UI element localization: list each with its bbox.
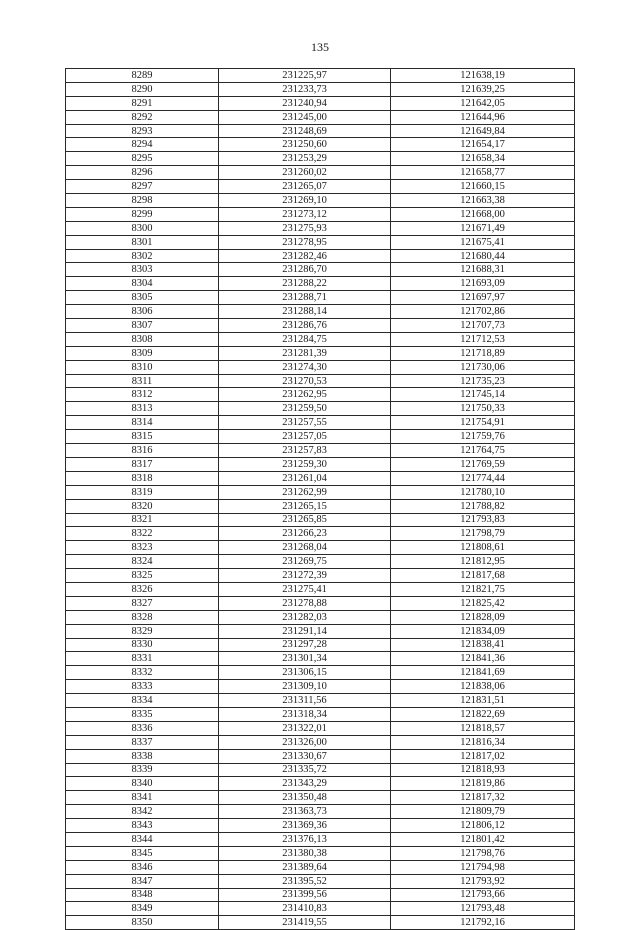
coordinates-table-body — [66, 69, 575, 930]
x-coordinate-cell: 231343,29 — [219, 777, 391, 791]
point-number-cell: 8322 — [66, 527, 219, 541]
point-number-cell: 8318 — [66, 471, 219, 485]
point-number-cell: 8295 — [66, 152, 219, 166]
y-coordinate-cell: 121812,95 — [391, 555, 575, 569]
table-row — [66, 846, 575, 860]
x-coordinate-cell: 231301,34 — [219, 652, 391, 666]
y-coordinate-cell: 121817,68 — [391, 569, 575, 583]
point-number-cell: 8343 — [66, 819, 219, 833]
y-coordinate-cell: 121688,31 — [391, 263, 575, 277]
point-number-cell: 8337 — [66, 735, 219, 749]
x-coordinate-cell: 231410,83 — [219, 902, 391, 916]
table-row — [66, 305, 575, 319]
y-coordinate-cell: 121825,42 — [391, 596, 575, 610]
point-number-cell: 8299 — [66, 207, 219, 221]
x-coordinate-cell: 231265,15 — [219, 499, 391, 513]
y-coordinate-cell: 121801,42 — [391, 832, 575, 846]
point-number-cell: 8297 — [66, 180, 219, 194]
y-coordinate-cell: 121649,84 — [391, 124, 575, 138]
point-number-cell: 8338 — [66, 749, 219, 763]
table-row — [66, 360, 575, 374]
y-coordinate-cell: 121794,98 — [391, 860, 575, 874]
table-row — [66, 527, 575, 541]
y-coordinate-cell: 121769,59 — [391, 457, 575, 471]
point-number-cell: 8334 — [66, 694, 219, 708]
point-number-cell: 8305 — [66, 291, 219, 305]
point-number-cell: 8320 — [66, 499, 219, 513]
y-coordinate-cell: 121754,91 — [391, 416, 575, 430]
x-coordinate-cell: 231270,53 — [219, 374, 391, 388]
y-coordinate-cell: 121841,69 — [391, 666, 575, 680]
x-coordinate-cell: 231259,50 — [219, 402, 391, 416]
table-row — [66, 735, 575, 749]
table-row — [66, 82, 575, 96]
y-coordinate-cell: 121718,89 — [391, 346, 575, 360]
point-number-cell: 8310 — [66, 360, 219, 374]
table-row — [66, 138, 575, 152]
table-row — [66, 749, 575, 763]
x-coordinate-cell: 231284,75 — [219, 332, 391, 346]
table-row — [66, 319, 575, 333]
point-number-cell: 8314 — [66, 416, 219, 430]
table-row — [66, 819, 575, 833]
table-row — [66, 444, 575, 458]
table-row — [66, 569, 575, 583]
x-coordinate-cell: 231399,56 — [219, 888, 391, 902]
x-coordinate-cell: 231257,55 — [219, 416, 391, 430]
y-coordinate-cell: 121831,51 — [391, 694, 575, 708]
y-coordinate-cell: 121642,05 — [391, 96, 575, 110]
table-row — [66, 763, 575, 777]
table-row — [66, 374, 575, 388]
table-row — [66, 666, 575, 680]
x-coordinate-cell: 231240,94 — [219, 96, 391, 110]
table-row — [66, 874, 575, 888]
point-number-cell: 8347 — [66, 874, 219, 888]
x-coordinate-cell: 231225,97 — [219, 69, 391, 83]
y-coordinate-cell: 121707,73 — [391, 319, 575, 333]
x-coordinate-cell: 231322,01 — [219, 721, 391, 735]
point-number-cell: 8298 — [66, 194, 219, 208]
y-coordinate-cell: 121702,86 — [391, 305, 575, 319]
x-coordinate-cell: 231278,95 — [219, 235, 391, 249]
x-coordinate-cell: 231265,85 — [219, 513, 391, 527]
point-number-cell: 8307 — [66, 319, 219, 333]
table-row — [66, 277, 575, 291]
table-row — [66, 624, 575, 638]
table-row — [66, 541, 575, 555]
table-row — [66, 249, 575, 263]
point-number-cell: 8321 — [66, 513, 219, 527]
point-number-cell: 8344 — [66, 832, 219, 846]
table-row — [66, 263, 575, 277]
x-coordinate-cell: 231311,56 — [219, 694, 391, 708]
point-number-cell: 8328 — [66, 610, 219, 624]
y-coordinate-cell: 121774,44 — [391, 471, 575, 485]
point-number-cell: 8348 — [66, 888, 219, 902]
x-coordinate-cell: 231286,70 — [219, 263, 391, 277]
x-coordinate-cell: 231262,99 — [219, 485, 391, 499]
y-coordinate-cell: 121817,32 — [391, 791, 575, 805]
y-coordinate-cell: 121838,06 — [391, 680, 575, 694]
table-row — [66, 888, 575, 902]
y-coordinate-cell: 121793,83 — [391, 513, 575, 527]
table-row — [66, 805, 575, 819]
x-coordinate-cell: 231259,30 — [219, 457, 391, 471]
x-coordinate-cell: 231376,13 — [219, 832, 391, 846]
table-row — [66, 402, 575, 416]
table-row — [66, 860, 575, 874]
coordinates-table — [65, 68, 575, 930]
point-number-cell: 8301 — [66, 235, 219, 249]
point-number-cell: 8345 — [66, 846, 219, 860]
y-coordinate-cell: 121680,44 — [391, 249, 575, 263]
x-coordinate-cell: 231262,95 — [219, 388, 391, 402]
point-number-cell: 8315 — [66, 430, 219, 444]
point-number-cell: 8293 — [66, 124, 219, 138]
table-row — [66, 180, 575, 194]
point-number-cell: 8324 — [66, 555, 219, 569]
x-coordinate-cell: 231261,04 — [219, 471, 391, 485]
x-coordinate-cell: 231248,69 — [219, 124, 391, 138]
table-row — [66, 485, 575, 499]
x-coordinate-cell: 231245,00 — [219, 110, 391, 124]
y-coordinate-cell: 121819,86 — [391, 777, 575, 791]
point-number-cell: 8300 — [66, 221, 219, 235]
y-coordinate-cell: 121798,79 — [391, 527, 575, 541]
x-coordinate-cell: 231380,38 — [219, 846, 391, 860]
y-coordinate-cell: 121793,66 — [391, 888, 575, 902]
point-number-cell: 8333 — [66, 680, 219, 694]
y-coordinate-cell: 121693,09 — [391, 277, 575, 291]
y-coordinate-cell: 121654,17 — [391, 138, 575, 152]
x-coordinate-cell: 231257,05 — [219, 430, 391, 444]
point-number-cell: 8327 — [66, 596, 219, 610]
table-row — [66, 291, 575, 305]
point-number-cell: 8292 — [66, 110, 219, 124]
y-coordinate-cell: 121745,14 — [391, 388, 575, 402]
y-coordinate-cell: 121759,76 — [391, 430, 575, 444]
point-number-cell: 8330 — [66, 638, 219, 652]
x-coordinate-cell: 231275,93 — [219, 221, 391, 235]
table-row — [66, 638, 575, 652]
y-coordinate-cell: 121793,92 — [391, 874, 575, 888]
table-row — [66, 596, 575, 610]
table-row — [66, 832, 575, 846]
table-row — [66, 707, 575, 721]
x-coordinate-cell: 231269,75 — [219, 555, 391, 569]
y-coordinate-cell: 121822,69 — [391, 707, 575, 721]
y-coordinate-cell: 121735,23 — [391, 374, 575, 388]
point-number-cell: 8304 — [66, 277, 219, 291]
y-coordinate-cell: 121817,02 — [391, 749, 575, 763]
table-row — [66, 791, 575, 805]
x-coordinate-cell: 231266,23 — [219, 527, 391, 541]
x-coordinate-cell: 231309,10 — [219, 680, 391, 694]
table-row — [66, 110, 575, 124]
x-coordinate-cell: 231318,34 — [219, 707, 391, 721]
y-coordinate-cell: 121841,36 — [391, 652, 575, 666]
x-coordinate-cell: 231369,36 — [219, 819, 391, 833]
table-row — [66, 152, 575, 166]
x-coordinate-cell: 231363,73 — [219, 805, 391, 819]
point-number-cell: 8306 — [66, 305, 219, 319]
table-row — [66, 680, 575, 694]
x-coordinate-cell: 231297,28 — [219, 638, 391, 652]
x-coordinate-cell: 231275,41 — [219, 582, 391, 596]
x-coordinate-cell: 231395,52 — [219, 874, 391, 888]
point-number-cell: 8331 — [66, 652, 219, 666]
table-row — [66, 96, 575, 110]
y-coordinate-cell: 121712,53 — [391, 332, 575, 346]
point-number-cell: 8294 — [66, 138, 219, 152]
x-coordinate-cell: 231282,03 — [219, 610, 391, 624]
point-number-cell: 8329 — [66, 624, 219, 638]
table-row — [66, 346, 575, 360]
x-coordinate-cell: 231288,71 — [219, 291, 391, 305]
table-row — [66, 69, 575, 83]
point-number-cell: 8311 — [66, 374, 219, 388]
x-coordinate-cell: 231265,07 — [219, 180, 391, 194]
y-coordinate-cell: 121638,19 — [391, 69, 575, 83]
x-coordinate-cell: 231233,73 — [219, 82, 391, 96]
point-number-cell: 8291 — [66, 96, 219, 110]
x-coordinate-cell: 231253,29 — [219, 152, 391, 166]
table-row — [66, 652, 575, 666]
table-row — [66, 694, 575, 708]
page-number: 135 — [311, 40, 329, 54]
y-coordinate-cell: 121730,06 — [391, 360, 575, 374]
x-coordinate-cell: 231335,72 — [219, 763, 391, 777]
y-coordinate-cell: 121838,41 — [391, 638, 575, 652]
point-number-cell: 8339 — [66, 763, 219, 777]
table-row — [66, 416, 575, 430]
y-coordinate-cell: 121671,49 — [391, 221, 575, 235]
x-coordinate-cell: 231273,12 — [219, 207, 391, 221]
x-coordinate-cell: 231350,48 — [219, 791, 391, 805]
point-number-cell: 8308 — [66, 332, 219, 346]
x-coordinate-cell: 231286,76 — [219, 319, 391, 333]
x-coordinate-cell: 231250,60 — [219, 138, 391, 152]
table-row — [66, 430, 575, 444]
table-row — [66, 610, 575, 624]
table-row — [66, 235, 575, 249]
table-row — [66, 916, 575, 930]
table-row — [66, 194, 575, 208]
point-number-cell: 8336 — [66, 721, 219, 735]
point-number-cell: 8323 — [66, 541, 219, 555]
point-number-cell: 8289 — [66, 69, 219, 83]
x-coordinate-cell: 231260,02 — [219, 166, 391, 180]
x-coordinate-cell: 231330,67 — [219, 749, 391, 763]
y-coordinate-cell: 121793,48 — [391, 902, 575, 916]
point-number-cell: 8346 — [66, 860, 219, 874]
y-coordinate-cell: 121660,15 — [391, 180, 575, 194]
x-coordinate-cell: 231306,15 — [219, 666, 391, 680]
y-coordinate-cell: 121798,76 — [391, 846, 575, 860]
table-row — [66, 221, 575, 235]
point-number-cell: 8303 — [66, 263, 219, 277]
table-row — [66, 471, 575, 485]
y-coordinate-cell: 121834,09 — [391, 624, 575, 638]
table-row — [66, 555, 575, 569]
x-coordinate-cell: 231269,10 — [219, 194, 391, 208]
x-coordinate-cell: 231257,83 — [219, 444, 391, 458]
point-number-cell: 8312 — [66, 388, 219, 402]
y-coordinate-cell: 121809,79 — [391, 805, 575, 819]
x-coordinate-cell: 231326,00 — [219, 735, 391, 749]
table-row — [66, 513, 575, 527]
table-row — [66, 457, 575, 471]
x-coordinate-cell: 231288,22 — [219, 277, 391, 291]
y-coordinate-cell: 121818,93 — [391, 763, 575, 777]
point-number-cell: 8296 — [66, 166, 219, 180]
point-number-cell: 8335 — [66, 707, 219, 721]
x-coordinate-cell: 231272,39 — [219, 569, 391, 583]
table-row — [66, 777, 575, 791]
x-coordinate-cell: 231282,46 — [219, 249, 391, 263]
point-number-cell: 8342 — [66, 805, 219, 819]
point-number-cell: 8349 — [66, 902, 219, 916]
table-row — [66, 721, 575, 735]
y-coordinate-cell: 121764,75 — [391, 444, 575, 458]
y-coordinate-cell: 121808,61 — [391, 541, 575, 555]
y-coordinate-cell: 121697,97 — [391, 291, 575, 305]
y-coordinate-cell: 121806,12 — [391, 819, 575, 833]
point-number-cell: 8319 — [66, 485, 219, 499]
y-coordinate-cell: 121663,38 — [391, 194, 575, 208]
x-coordinate-cell: 231389,64 — [219, 860, 391, 874]
y-coordinate-cell: 121818,57 — [391, 721, 575, 735]
point-number-cell: 8290 — [66, 82, 219, 96]
y-coordinate-cell: 121668,00 — [391, 207, 575, 221]
point-number-cell: 8302 — [66, 249, 219, 263]
table-row — [66, 166, 575, 180]
point-number-cell: 8313 — [66, 402, 219, 416]
table-row — [66, 902, 575, 916]
point-number-cell: 8316 — [66, 444, 219, 458]
point-number-cell: 8317 — [66, 457, 219, 471]
y-coordinate-cell: 121788,82 — [391, 499, 575, 513]
x-coordinate-cell: 231419,55 — [219, 916, 391, 930]
y-coordinate-cell: 121821,75 — [391, 582, 575, 596]
y-coordinate-cell: 121780,10 — [391, 485, 575, 499]
table-row — [66, 388, 575, 402]
table-row — [66, 124, 575, 138]
y-coordinate-cell: 121750,33 — [391, 402, 575, 416]
point-number-cell: 8332 — [66, 666, 219, 680]
x-coordinate-cell: 231268,04 — [219, 541, 391, 555]
point-number-cell: 8309 — [66, 346, 219, 360]
x-coordinate-cell: 231281,39 — [219, 346, 391, 360]
table-row — [66, 332, 575, 346]
y-coordinate-cell: 121639,25 — [391, 82, 575, 96]
point-number-cell: 8350 — [66, 916, 219, 930]
y-coordinate-cell: 121792,16 — [391, 916, 575, 930]
y-coordinate-cell: 121644,96 — [391, 110, 575, 124]
y-coordinate-cell: 121658,34 — [391, 152, 575, 166]
y-coordinate-cell: 121675,41 — [391, 235, 575, 249]
table-row — [66, 499, 575, 513]
x-coordinate-cell: 231278,88 — [219, 596, 391, 610]
x-coordinate-cell: 231291,14 — [219, 624, 391, 638]
point-number-cell: 8325 — [66, 569, 219, 583]
table-row — [66, 207, 575, 221]
point-number-cell: 8341 — [66, 791, 219, 805]
y-coordinate-cell: 121816,34 — [391, 735, 575, 749]
y-coordinate-cell: 121658,77 — [391, 166, 575, 180]
point-number-cell: 8326 — [66, 582, 219, 596]
y-coordinate-cell: 121828,09 — [391, 610, 575, 624]
table-row — [66, 582, 575, 596]
x-coordinate-cell: 231288,14 — [219, 305, 391, 319]
point-number-cell: 8340 — [66, 777, 219, 791]
x-coordinate-cell: 231274,30 — [219, 360, 391, 374]
